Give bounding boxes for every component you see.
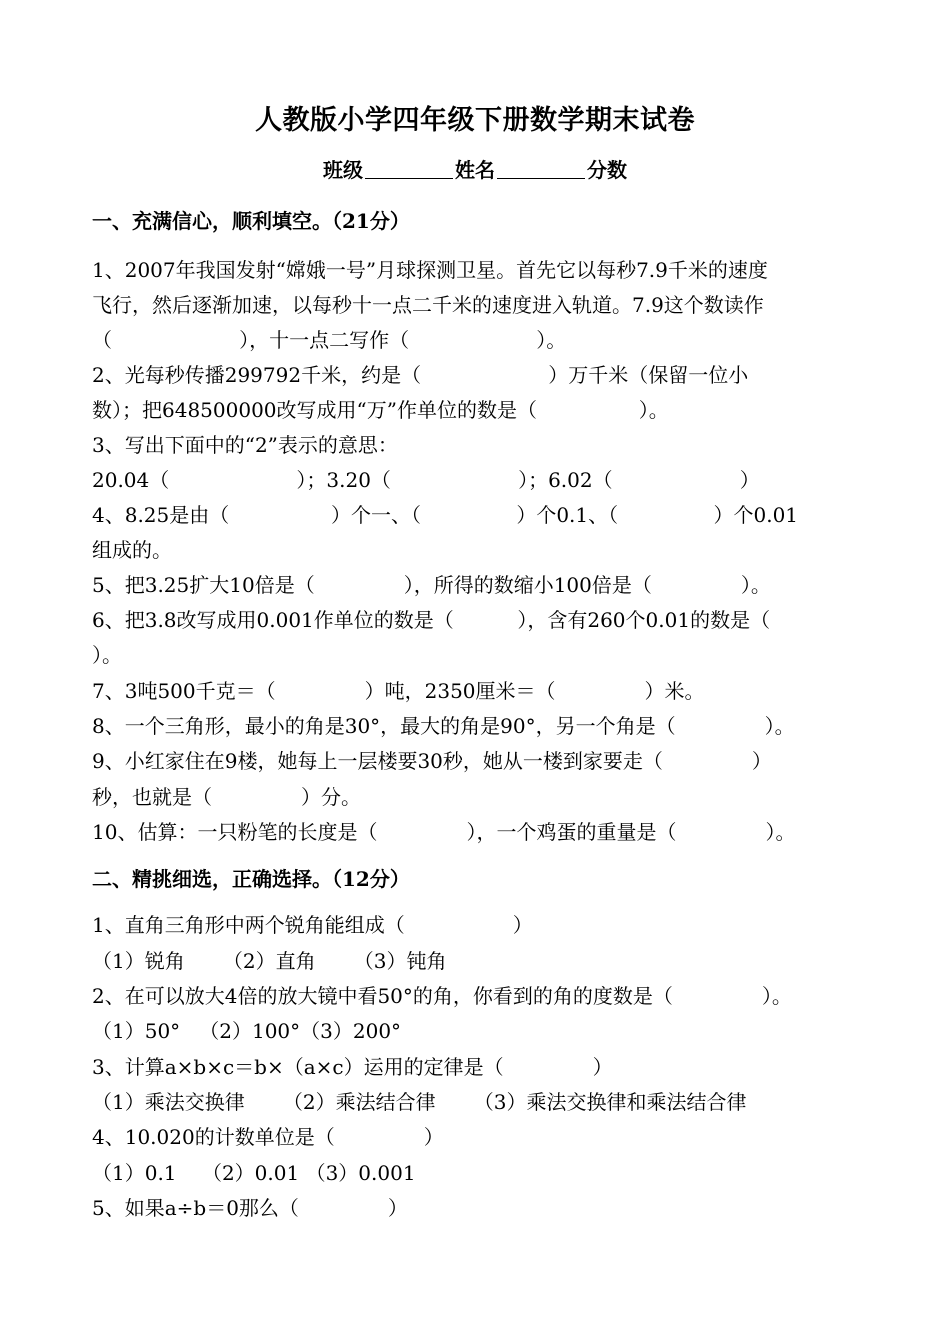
section1-line: ）。 — [92, 643, 122, 667]
class-blank[interactable] — [365, 160, 453, 179]
class-label: 班级 — [323, 158, 363, 182]
section2-line: （1）锐角 （2）直角 （3）钝角 — [92, 949, 447, 973]
section2-line: 4、10.020的计数单位是（ ） — [92, 1125, 444, 1149]
section1-line: 10、估算：一只粉笔的长度是（ ），一个鸡蛋的重量是（ ）。 — [92, 820, 796, 844]
section2-heading: 二、精挑细选，正确选择。（12分） — [92, 867, 410, 891]
name-label: 姓名 — [455, 158, 495, 182]
section2-line: （1）0.1 （2）0.01 （3）0.001 — [92, 1161, 416, 1185]
section1-line: 20.04（ ）；3.20（ ）；6.02（ ） — [92, 468, 760, 492]
section1-line: 6、把3.8改写成用0.001作单位的数是（ ），含有260个0.01的数是（ — [92, 608, 771, 632]
page-title: 人教版小学四年级下册数学期末试卷 — [255, 105, 695, 136]
section1-line: 秒，也就是（ ）分。 — [92, 785, 362, 809]
section1-line: 4、8.25是由（ ）个一、（ ）个0.1、（ ）个0.01 — [92, 503, 799, 527]
section1-line: 7、3吨500千克＝（ ）吨，2350厘米＝（ ）米。 — [92, 679, 705, 703]
section2-line: （1）乘法交换律 （2）乘法结合律 （3）乘法交换律和乘法结合律 — [92, 1090, 747, 1114]
section1-line: 9、小红家住在9楼，她每上一层楼要30秒，她从一楼到家要走（ ） — [92, 749, 772, 773]
section2-line: 1、直角三角形中两个锐角能组成（ ） — [92, 913, 533, 937]
section1-line: 2、光每秒传播299792千米，约是（ ）万千米（保留一位小 — [92, 363, 749, 387]
score-label: 分数 — [587, 158, 627, 182]
section2-line: 3、计算a×b×c＝b×（a×c）运用的定律是（ ） — [92, 1055, 613, 1079]
section2-line: 5、如果a÷b＝0那么（ ） — [92, 1196, 408, 1220]
section1-line: 组成的。 — [92, 538, 172, 562]
section2-line: 2、在可以放大4倍的放大镜中看50°的角，你看到的角的度数是（ ）。 — [92, 984, 792, 1008]
section1-line: 飞行，然后逐渐加速，以每秒十一点二千米的速度进入轨道。7.9这个数读作 — [92, 293, 764, 317]
section1-line: 1、2007年我国发射“嫦娥一号”月球探测卫星。首先它以每秒7.9千米的速度 — [92, 258, 768, 282]
section1-line: 5、把3.25扩大10倍是（ ），所得的数缩小100倍是（ ）。 — [92, 573, 771, 597]
section1-line: 8、一个三角形，最小的角是30°，最大的角是90°，另一个角是（ ）。 — [92, 714, 795, 738]
section1-line: 3、写出下面中的“2”表示的意思： — [92, 433, 398, 457]
section1-heading: 一、充满信心，顺利填空。（21分） — [92, 209, 410, 233]
section1-line: （ ），十一点二写作（ ）。 — [92, 328, 567, 352]
section2-line: （1）50° （2）100°（3）200° — [92, 1019, 402, 1043]
section1-line: 数）；把648500000改写成用“万”作单位的数是（ ）。 — [92, 398, 669, 422]
name-blank[interactable] — [497, 160, 585, 179]
student-info-line — [0, 154, 950, 183]
